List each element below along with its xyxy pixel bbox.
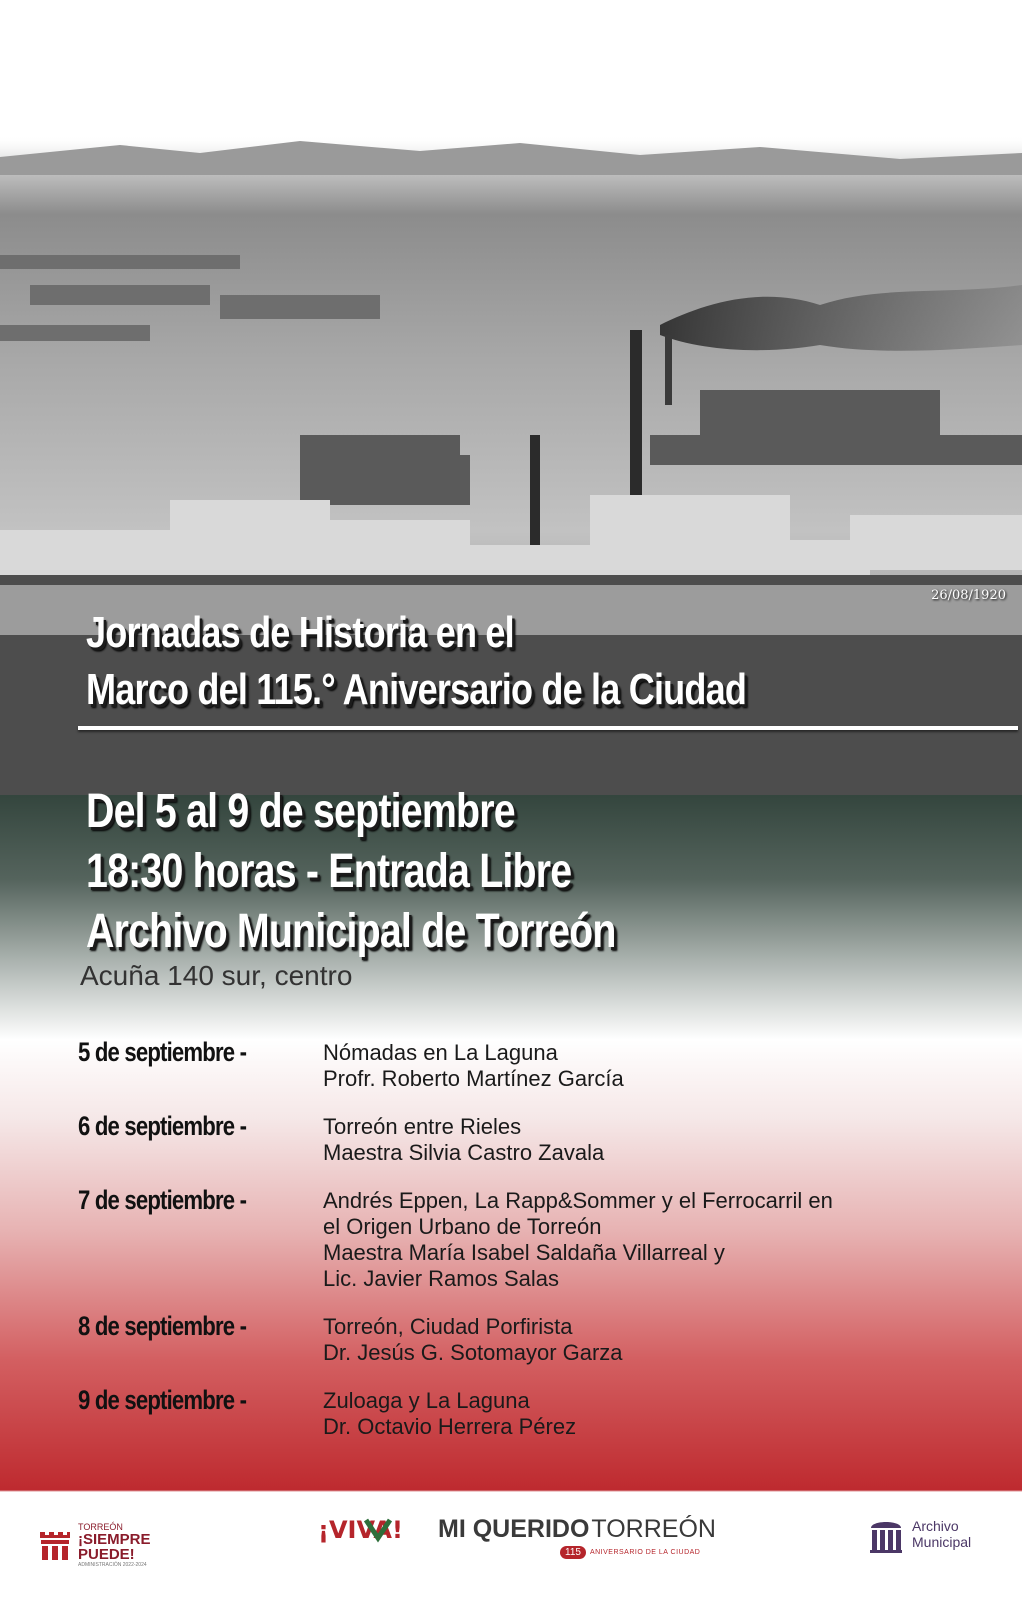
- logo-slogan-1: ¡SIEMPRE: [78, 1531, 151, 1548]
- event-dates: Del 5 al 9 de septiembre: [86, 785, 515, 838]
- viva-text: ¡VIVA!: [318, 1516, 403, 1544]
- event-address: Acuña 140 sur, centro: [80, 960, 353, 991]
- event-details: [86, 782, 986, 962]
- schedule-item: [78, 1037, 978, 1092]
- schedule-item: [78, 1385, 978, 1440]
- viva-wordmark-icon: [318, 1514, 438, 1544]
- schedule-date: 7 de septiembre -: [78, 1185, 247, 1215]
- logo-mi-querido: MI QUERIDO: [438, 1514, 590, 1543]
- schedule-topic: Andrés Eppen, La Rapp&Sommer y el Ferrocarril en: [323, 1188, 833, 1213]
- schedule-date: 5 de septiembre -: [78, 1037, 247, 1067]
- event-title: [86, 604, 986, 718]
- archive-logo-line-1: Archivo: [912, 1518, 959, 1534]
- logo-city: TORREÓN: [78, 1522, 123, 1532]
- event-title-line-1: Jornadas de Historia en el: [86, 608, 514, 657]
- title-divider: [78, 726, 1018, 730]
- schedule-date: 9 de septiembre -: [78, 1385, 247, 1415]
- schedule-topic: Zuloaga y La Laguna: [323, 1388, 530, 1413]
- schedule-item: [78, 1185, 978, 1292]
- logo-torreon: TORREÓN: [591, 1514, 716, 1543]
- torreon-castle-icon: [38, 1528, 72, 1562]
- schedule-topic: Torreón entre Rieles: [323, 1114, 522, 1139]
- anniversary-text: ANIVERSARIO DE LA CIUDAD: [589, 1549, 701, 1556]
- archivo-municipal-logo: [868, 1514, 971, 1554]
- schedule-speaker: Dr. Octavio Herrera Pérez: [323, 1414, 577, 1439]
- schedule-item: [78, 1311, 978, 1366]
- archive-building-icon: [868, 1514, 904, 1554]
- schedule-speaker: Dr. Jesús G. Sotomayor Garza: [323, 1340, 623, 1365]
- schedule-speaker: Maestra María Isabel Saldaña Villarreal y: [323, 1240, 725, 1265]
- schedule-item: [78, 1111, 978, 1166]
- schedule-speaker: Profr. Roberto Martínez García: [323, 1066, 624, 1091]
- event-title-line-2: Marco del 115.° Aniversario de la Ciudad: [86, 665, 747, 714]
- schedule: [78, 1037, 978, 1462]
- schedule-date: 8 de septiembre -: [78, 1311, 247, 1341]
- mi-querido-torreon-logo: [318, 1514, 718, 1559]
- schedule-speaker: Maestra Silvia Castro Zavala: [323, 1140, 605, 1165]
- torreon-siempre-puede-logo: [38, 1522, 151, 1568]
- schedule-topic: Nómadas en La Laguna: [323, 1040, 558, 1065]
- archive-logo-line-2: Municipal: [912, 1534, 972, 1550]
- schedule-topic: Torreón, Ciudad Porfirista: [323, 1314, 573, 1339]
- photo-date: 26/08/1920: [931, 588, 1006, 603]
- schedule-date: 6 de septiembre -: [78, 1111, 247, 1141]
- schedule-topic-cont: el Origen Urbano de Torreón: [323, 1214, 602, 1239]
- logo-admin: ADMINISTRACIÓN 2022-2024: [78, 1562, 147, 1568]
- anniversary-badge: 115: [560, 1546, 586, 1559]
- footer-logos: [0, 1492, 1022, 1600]
- event-time: 18:30 horas - Entrada Libre: [86, 845, 572, 898]
- logo-slogan-2: PUEDE!: [78, 1546, 135, 1563]
- schedule-speaker-2: Lic. Javier Ramos Salas: [323, 1266, 559, 1291]
- event-venue: Archivo Municipal de Torreón: [86, 905, 616, 958]
